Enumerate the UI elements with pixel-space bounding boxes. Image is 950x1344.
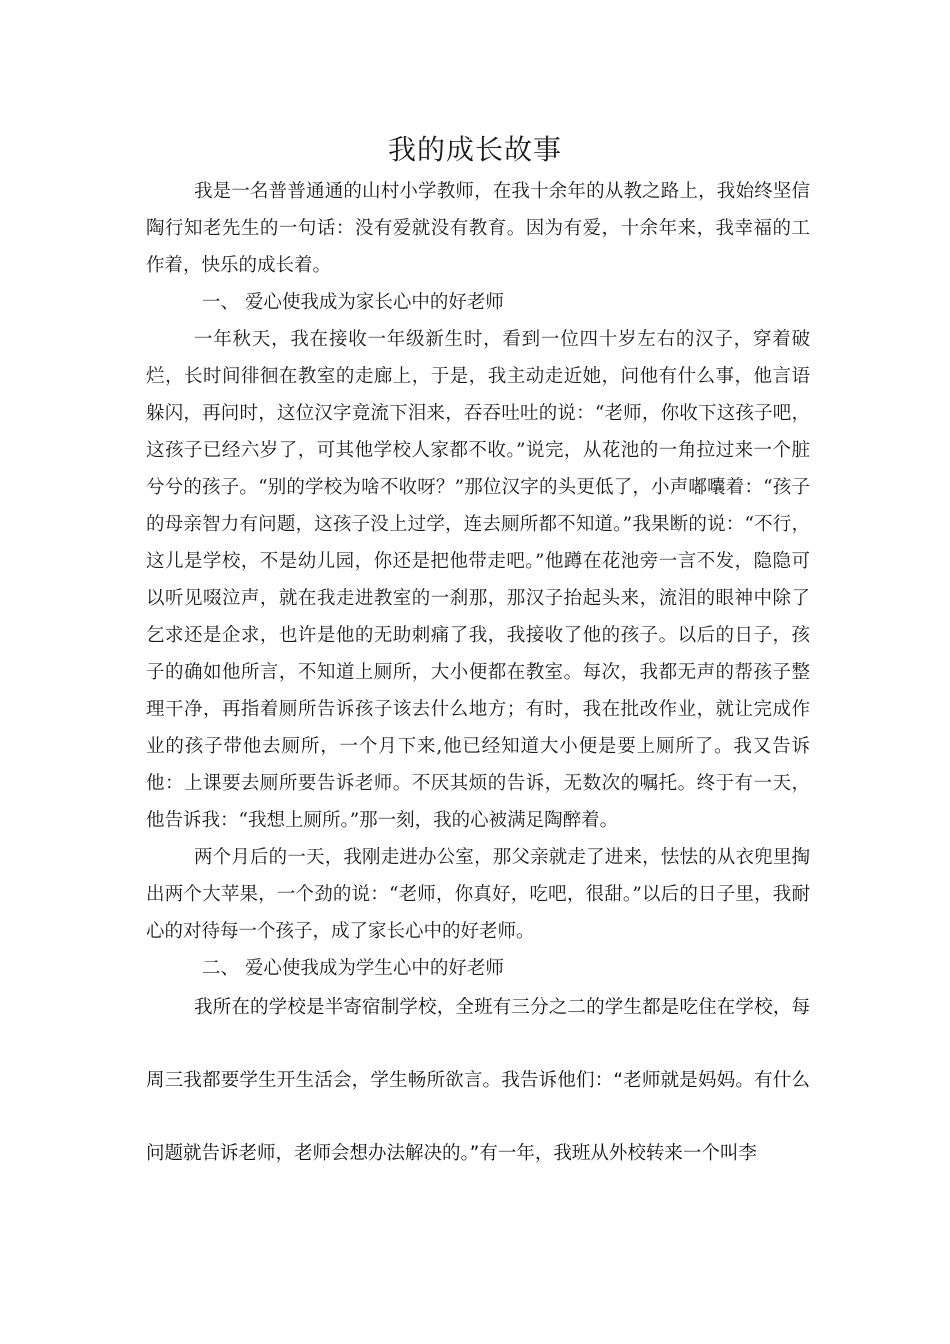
section-one-paragraph-1: 一年秋天，我在接收一年级新生时，看到一位四十岁左右的汉子，穿着破烂，长时间徘徊在教室的走廊上，于是，我主动走近她，问他有什么事，他言语躲闪，再问时，这位汉字竟流下泪来，吞吞吐吐的说：“老师，你收下这孩子吧，这孩子已经六岁了，可其他学校人家都不收。”说完，从花池的一角拉过来一个脏兮兮的孩子。“别的学校为啥不收呀？”那位汉字的头更低了，小声嘟囔着：“孩子的母亲智力有问题，这孩子没上过学，连去厕所都不知道。”我果断的说：“不行，这儿是学校，不是幼儿园，你还是把他带走吧。”他蹲在花池旁一言不发，隐隐可以听见啜泣声，就在我走进教室的一刹那，那汉子抬起头来，流泪的眼神中除了乞求还是企求，也许是他的无助刺痛了我，我接收了他的孩子。以后的日子，孩子的确如他所言，不知道上厕所，大小便都在教室。每次，我都无声的帮孩子整理干净，再指着厕所告诉孩子该去什么地方；有时，我在批改作业，就让完成作业的孩子带他去厕所，一个月下来,他已经知道大小便是要上厕所了。我又告诉他：上课要去厕所要告诉老师。不厌其烦的告诉，无数次的嘱托。终于有一天，他告诉我：“我想上厕所。”那一刻，我的心被满足陶醉着。 xyxy=(146,329,810,831)
intro-paragraph: 我是一名普普通通的山村小学教师，在我十余年的从教之路上，我始终坚信陶行知老先生的一句话：没有爱就没有教育。因为有爱，十余年来，我幸福的工作着，快乐的成长着。 xyxy=(146,181,810,276)
intro-section xyxy=(146,173,810,284)
section-two-heading: 二、 爱心使我成为学生心中的好老师 xyxy=(202,958,504,979)
section-one-paragraph-2: 两个月后的一天，我刚走进办公室，那父亲就走了进来，怯怯的从衣兜里掏出两个大苹果，一个劲的说：“老师，你真好，吃吧，很甜。”以后的日子里，我耐心的对待每一个孩子，成了家长心中的好老师。 xyxy=(146,847,810,942)
section-one xyxy=(146,284,810,987)
section-one-heading: 一、 爱心使我成为家长心中的好老师 xyxy=(202,292,504,313)
section-two-paragraph-1: 我所在的学校是半寄宿制学校，全班有三分之二的学生都是吃住在学校，每周三我都要学生开生活会，学生畅所欲言。我告诉他们：“老师就是妈妈。有什么问题就告诉老师，老师会想办法解决的。”有一年，我班从外校转来一个叫李 xyxy=(146,997,810,1164)
document-title: 我的成长故事 xyxy=(387,133,562,166)
section-two xyxy=(146,971,810,1190)
